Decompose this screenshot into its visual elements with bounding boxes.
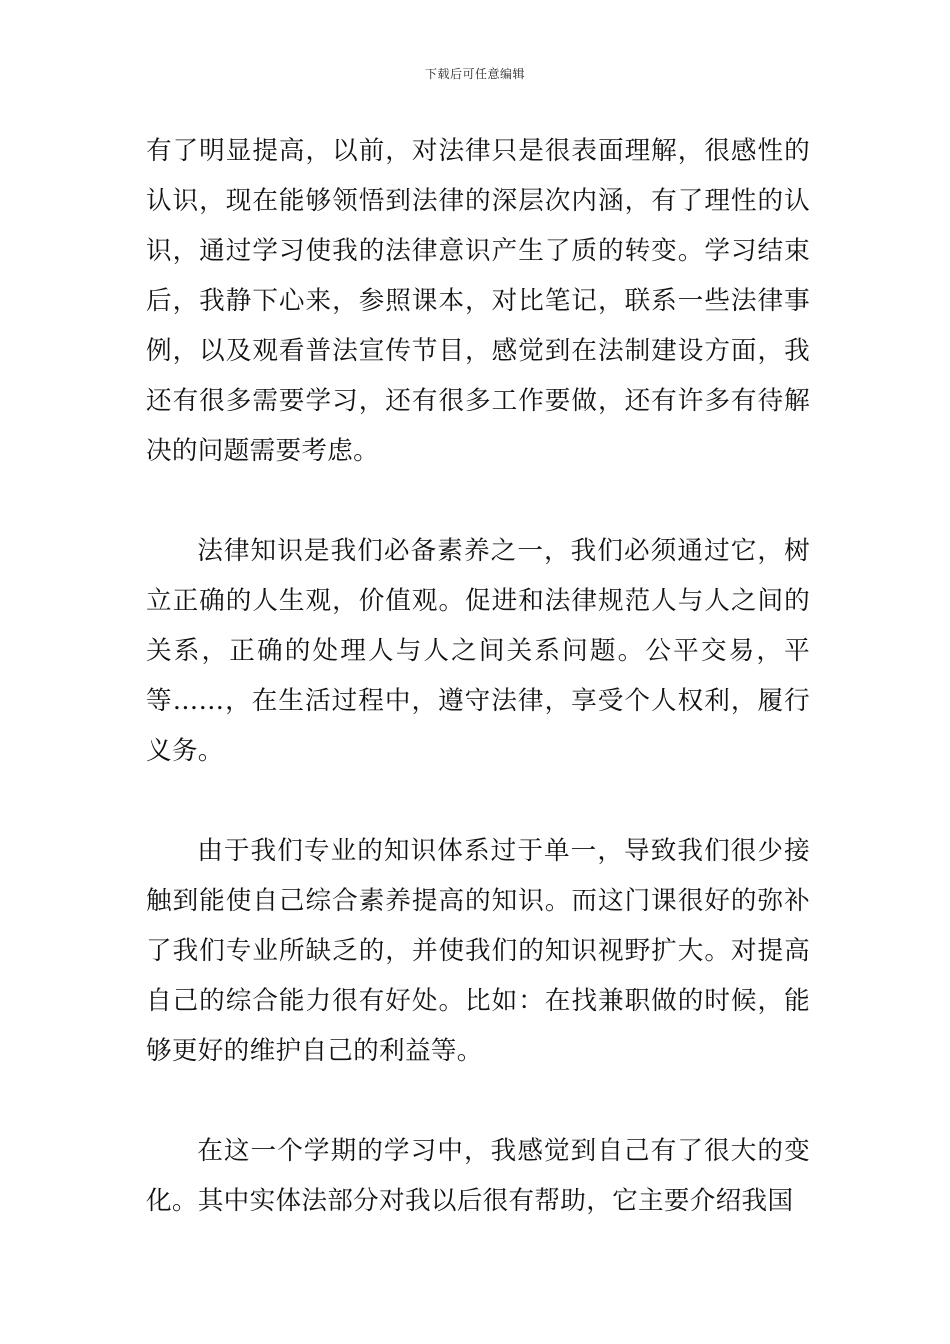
- paragraph-4: 在这一个学期的学习中，我感觉到自己有了很大的变化。其中实体法部分对我以后很有帮助，它主要介绍我国: [146, 1136, 810, 1216]
- paragraph-1: 有了明显提高，以前，对法律只是很表面理解，很感性的认识，现在能够领悟到法律的深层次内涵，有了理性的认识，通过学习使我的法律意识产生了质的转变。学习结束后，我静下心来，参照课本，对比笔记，联系一些法律事例，以及观看普法宣传节目，感觉到在法制建设方面，我还有很多需要学习，还有很多工作要做，还有许多有待解决的问题需要考虑。: [146, 136, 810, 466]
- page-header: 下载后可任意编辑: [424, 67, 525, 81]
- paragraph-3: 由于我们专业的知识体系过于单一，导致我们很少接触到能使自己综合素养提高的知识。而这门课很好的弥补了我们专业所缺乏的，并使我们的知识视野扩大。对提高自己的综合能力很有好处。比如：在找兼职做的时候，能够更好的维护自己的利益等。: [146, 836, 810, 1066]
- document-body: [146, 126, 810, 1226]
- paragraph-gap: [146, 776, 810, 826]
- paragraph-gap: [146, 1076, 810, 1126]
- paragraph-2: 法律知识是我们必备素养之一，我们必须通过它，树立正确的人生观，价值观。促进和法律规范人与人之间的关系，正确的处理人与人之间关系问题。公平交易，平等……，在生活过程中，遵守法律，享受个人权利，履行义务。: [146, 536, 810, 766]
- paragraph-gap: [146, 476, 810, 526]
